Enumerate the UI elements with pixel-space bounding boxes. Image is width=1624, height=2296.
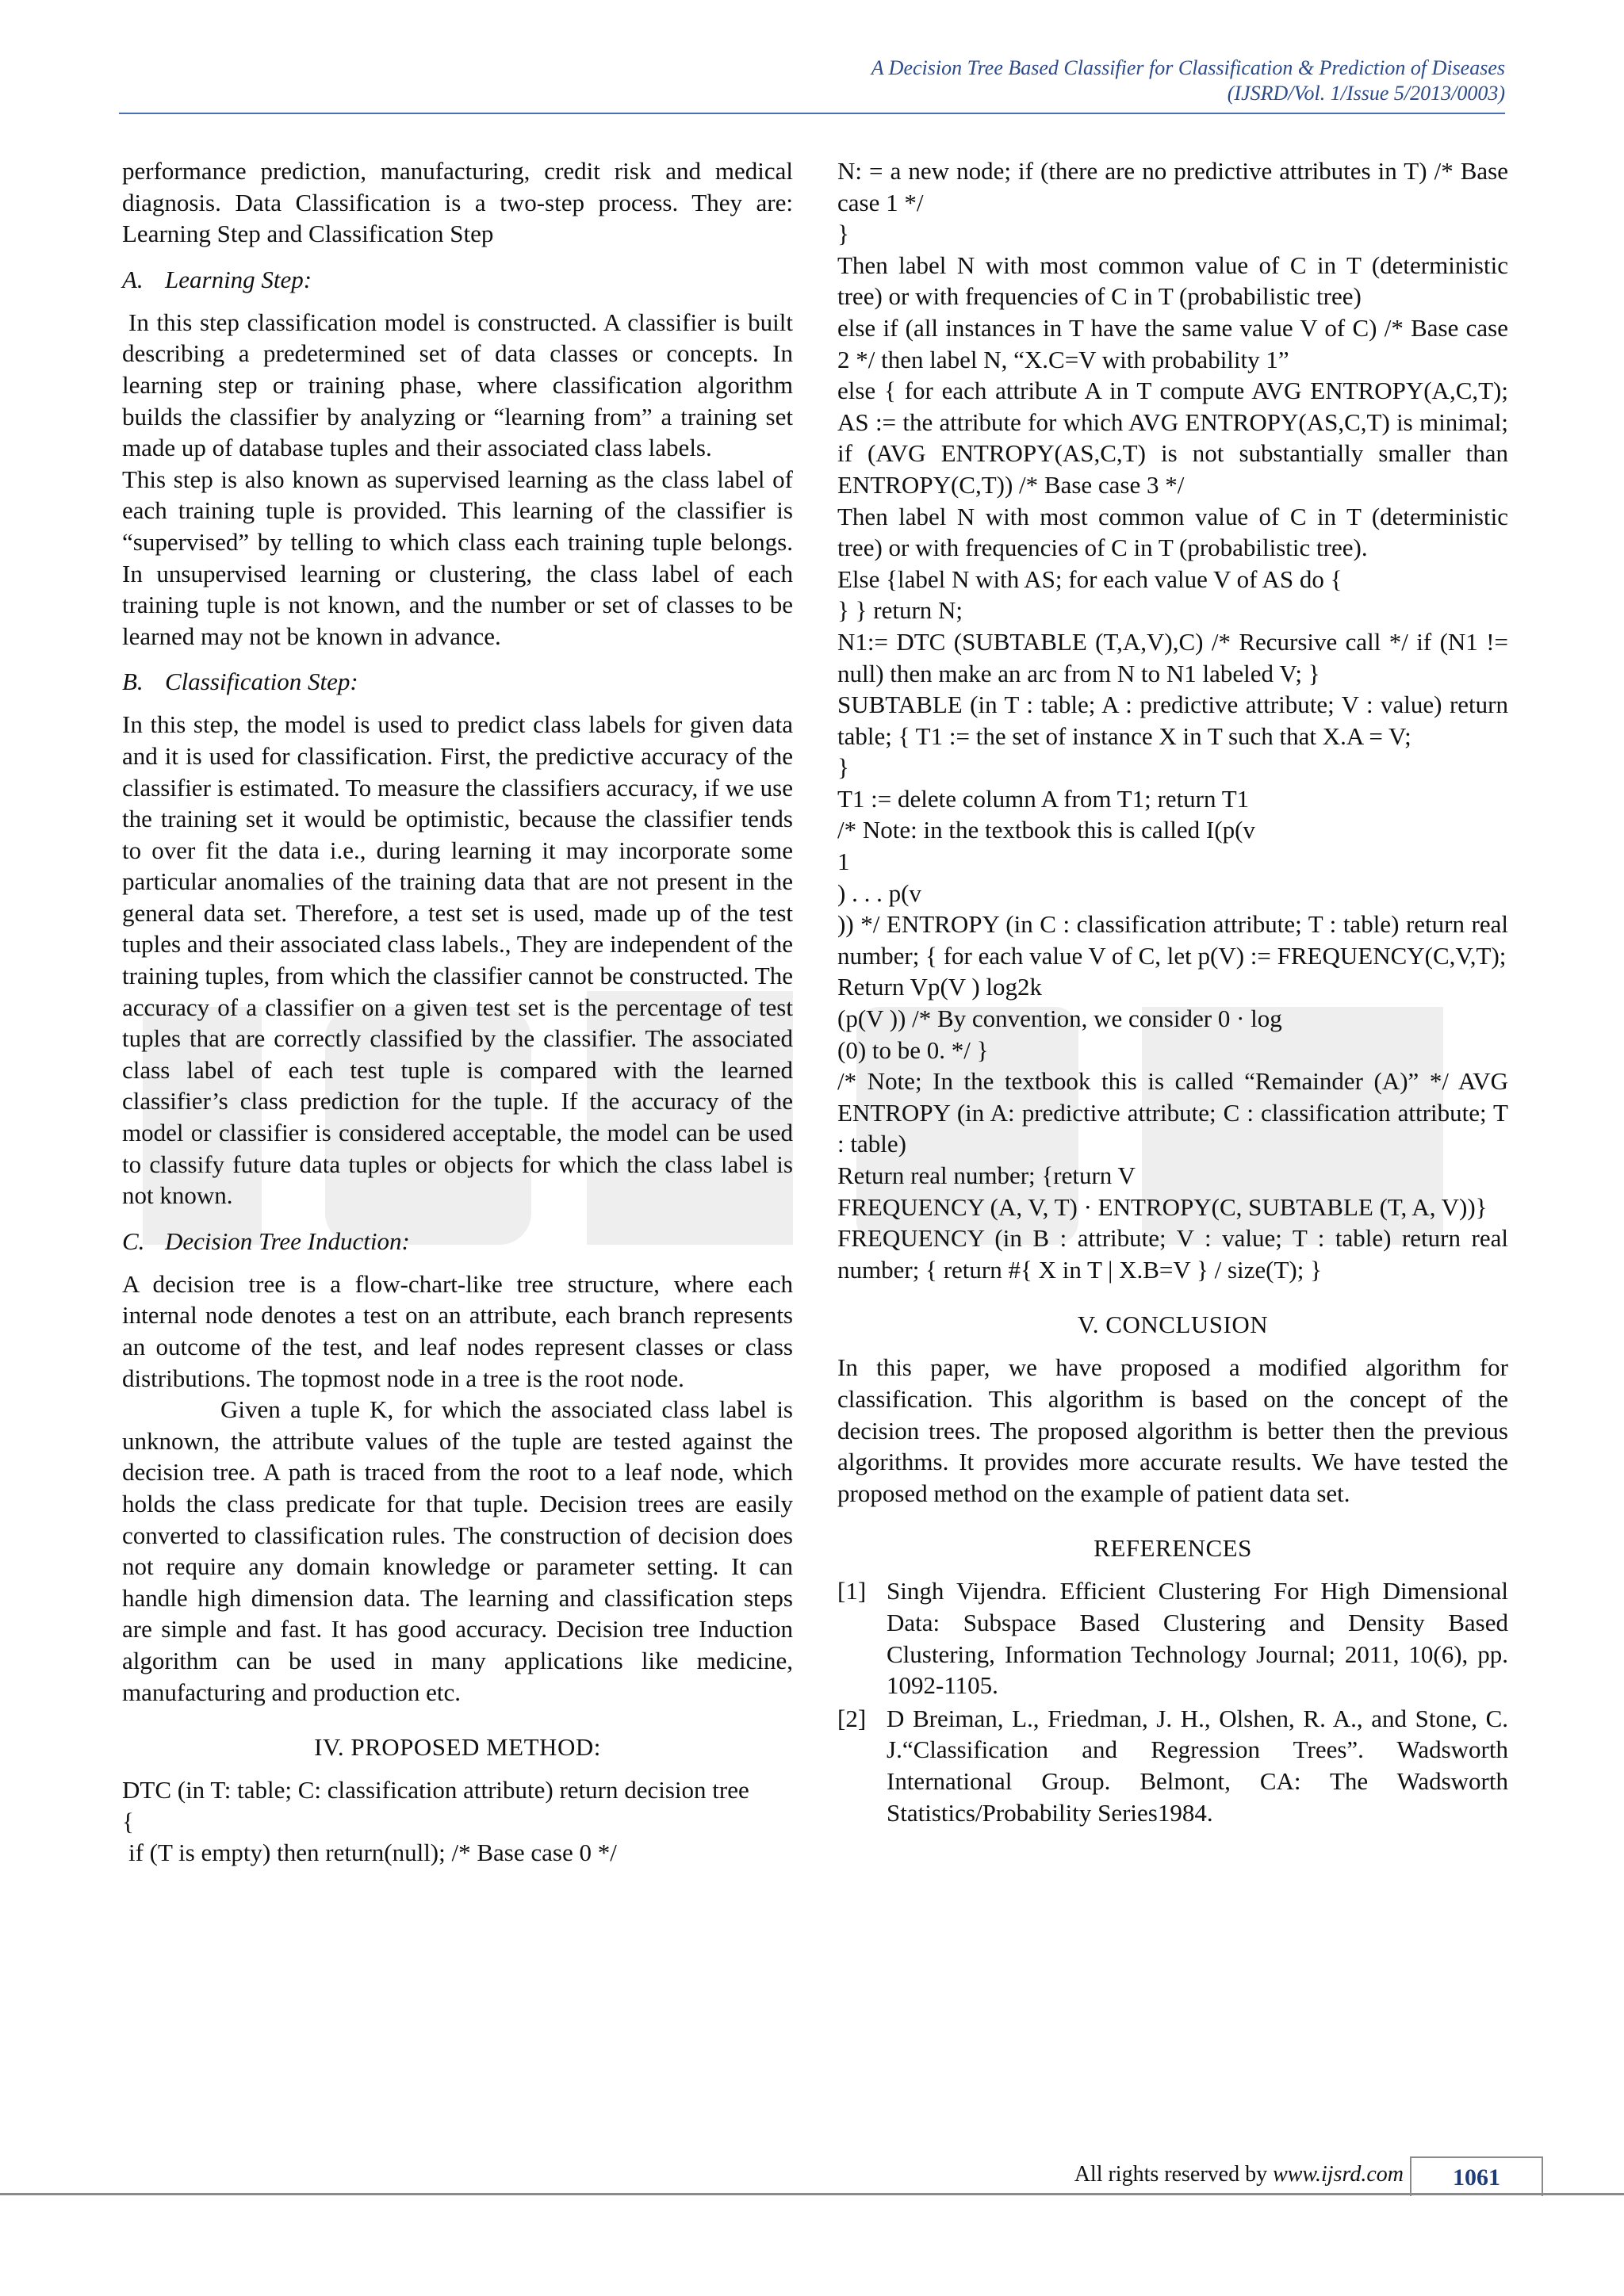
code-line: N: = a new node; if (there are no predictive attributes in T) /* Base case 1 */: [837, 157, 1508, 216]
code-line: Then label N with most common value of C in T (deterministic tree) or with frequencies of C in T (probabilistic tree): [837, 251, 1508, 311]
code-line: SUBTABLE (in T : table; A : predictive attribute; V : value) return table; { T1 := the set of instance X in T such that X.A = V;: [837, 691, 1508, 750]
dtc-signature-line: DTC (in T: table; C: classification attribute) return decision tree: [122, 1776, 749, 1804]
decision-tree-paragraph-2: Given a tuple K, for which the associated class label is unknown, the attribute values of the tuple are tested against the decision tree. A path is traced from the root to a leaf node, which holds the class predicate for that tuple. Decision trees are easily converted to classification rules. The construction of decision does not require any domain knowledge or parameter setting. It can handle high dimension data. The learning and classification steps are simple and fast. It has good accuracy. Decision tree Induction algorithm can be used in many applications like medicine, manufacturing and production etc.: [122, 1395, 793, 1706]
right-column: [837, 155, 1508, 1830]
references-title: REFERENCES: [1094, 1534, 1252, 1563]
section-a-number: A.: [122, 265, 144, 293]
code-line: )) */ ENTROPY (in C : classification attribute; T : table) return real number; { for each value V of C, let p(V) := FREQUENCY(C,V,T);: [837, 910, 1508, 970]
section-b-heading: [122, 666, 793, 698]
algorithm-pseudocode: [837, 155, 1508, 1285]
footer-rights-label: All rights reserved by: [1074, 2162, 1274, 2187]
code-line: Return Vp(V ) log2k: [837, 973, 1043, 1001]
code-line: else if (all instances in T have the same value V of C) /* Base case 2 */ then label N, “X.C=V with probability 1”: [837, 313, 1508, 373]
code-line: Return real number; {return V: [837, 1161, 1136, 1189]
learning-step-paragraph-1: In this step classification model is constructed. A classifier is built describing a predetermined set of data classes or concepts. In learning step or training phase, where classification algorithm builds the classifier by analyzing or “learning from” a training set made up of database tuples and their associated class labels.: [122, 308, 793, 462]
code-line: FREQUENCY (A, V, T) · ENTROPY(C, SUBTABLE (T, A, V))}: [837, 1192, 1488, 1221]
intro-paragraph: performance prediction, manufacturing, credit risk and medical diagnosis. Data Classification is a two-step process. They are: Learning Step and Classification Step: [122, 157, 793, 248]
classification-step-paragraph: In this step, the model is used to predict class labels for given data and it is used for classification. First, the predictive accuracy of the classifier is estimated. To measure the classifiers accuracy, if we use the training set it would be optimistic, because the classifier tends to over fit the data i.e., during learning it may incorporate some particular anomalies of the training data that are not present in the general data set. Therefore, a test set is used, made up of the test tuples and their associated class labels., They are independent of the training tuples, from which the classifier cannot be constructed. The accuracy of a classifier on a given test set is the percentage of test tuples that are correctly classified by the classifier. The associated class label of each test tuple is compared with the learned classifier’s class prediction for the tuple. If the accuracy of the model or classifier is considered acceptable, the model can be used to classify future data tuples or objects for which the class label is not known.: [122, 710, 793, 1210]
footer-rights: [952, 2161, 1404, 2188]
header-title: A Decision Tree Based Classifier for Classification & Prediction of Diseases: [871, 56, 1505, 79]
code-line: }: [837, 220, 849, 248]
left-column: [122, 155, 793, 1869]
code-line: (0) to be 0. */ }: [837, 1035, 989, 1064]
page-number: 1061: [1410, 2156, 1543, 2196]
reference-text: Singh Vijendra. Efficient Clustering For High Dimensional Data: Subspace Based Clustering and Density Based Clustering, Information Technology Journal; 2011, 10(6), pp. 1092-1105.: [887, 1577, 1508, 1700]
dtc-open-brace: {: [122, 1807, 134, 1835]
running-header: [119, 55, 1505, 106]
section-c-number: C.: [122, 1226, 145, 1255]
decision-tree-paragraph-1: A decision tree is a flow-chart-like tree structure, where each internal node denotes a test on an attribute, each branch represents an outcome of the test, and leaf nodes represent classes or class distributions. The topmost node in a tree is the root node.: [122, 1269, 793, 1392]
code-line: 1: [837, 848, 850, 876]
code-line: } } return N;: [837, 596, 963, 625]
reference-item: [837, 1703, 1508, 1828]
section-iv-title: IV. PROPOSED METHOD:: [314, 1733, 601, 1762]
section-a-title: Learning Step:: [165, 265, 312, 293]
reference-item: [837, 1575, 1508, 1701]
section-b-title: Classification Step:: [165, 668, 358, 696]
code-line: N1:= DTC (SUBTABLE (T,A,V),C) /* Recursive call */ if (N1 != null) then make an arc from N to N1 labeled V; }: [837, 627, 1508, 687]
code-line: FREQUENCY (in B : attribute; V : value; T : table) return real number; { return #{ X in T | X.B=V } / size(T); }: [837, 1224, 1508, 1284]
footer-site-link[interactable]: www.ijsrd.com: [1273, 2162, 1404, 2187]
reference-number: [1]: [837, 1577, 867, 1605]
learning-step-paragraph-2: This step is also known as supervised learning as the class label of each training tuple is provided. This learning of the classifier is “supervised” by telling to which class each training tuple belongs. In unsupervised learning or clustering, the class label of each training tuple is not known, and the number or set of classes to be learned may not be known in advance.: [122, 465, 793, 650]
code-line: else { for each attribute A in T compute AVG ENTROPY(A,C,T); AS := the attribute for which AVG ENTROPY(AS,C,T) is minimal; if (AVG ENTROPY(AS,C,T) is not substantially smaller than ENTROPY(C,T)) /* Base case 3 */: [837, 377, 1508, 499]
section-a-heading: [122, 264, 793, 296]
header-rule: [119, 113, 1505, 114]
references-list: [837, 1575, 1508, 1828]
code-line: }: [837, 753, 849, 782]
dtc-base-case-0: if (T is empty) then return(null); /* Base case 0 */: [128, 1839, 617, 1867]
section-v-title: V. CONCLUSION: [1077, 1311, 1269, 1339]
reference-number: [2]: [837, 1704, 867, 1732]
code-line: /* Note; In the textbook this is called “Remainder (A)” */ AVG ENTROPY (in A: predictive attribute; C : classification attribute; T : table): [837, 1067, 1508, 1158]
conclusion-paragraph: In this paper, we have proposed a modified algorithm for classification. This algorithm is based on the concept of the decision trees. The proposed algorithm is better then the previous algorithms. It provides more accurate results. We have tested the proposed method on the example of patient data set.: [837, 1353, 1508, 1507]
footer-rule: [0, 2193, 1624, 2195]
code-line: Then label N with most common value of C in T (deterministic tree) or with frequencies of C in T (probabilistic tree).: [837, 502, 1508, 562]
section-c-heading: [122, 1226, 793, 1257]
code-line: (p(V )) /* By convention, we consider 0 · log: [837, 1004, 1282, 1033]
header-journal-info: (IJSRD/Vol. 1/Issue 5/2013/0003): [1227, 82, 1505, 105]
code-line: ) . . . p(v: [837, 878, 921, 907]
section-b-number: B.: [122, 668, 144, 696]
code-line: /* Note: in the textbook this is called I(p(v: [837, 816, 1255, 844]
section-c-title: Decision Tree Induction:: [165, 1226, 410, 1255]
code-line: T1 := delete column A from T1; return T1: [837, 784, 1250, 813]
reference-text: D Breiman, L., Friedman, J. H., Olshen, R. A., and Stone, C. J.“Classification and Regression Trees”. Wadsworth International Group. Belmont, CA: The Wadsworth Statistics/Probability Series1984.: [887, 1704, 1508, 1827]
code-line: Else {label N with AS; for each value V of AS do {: [837, 564, 1342, 593]
